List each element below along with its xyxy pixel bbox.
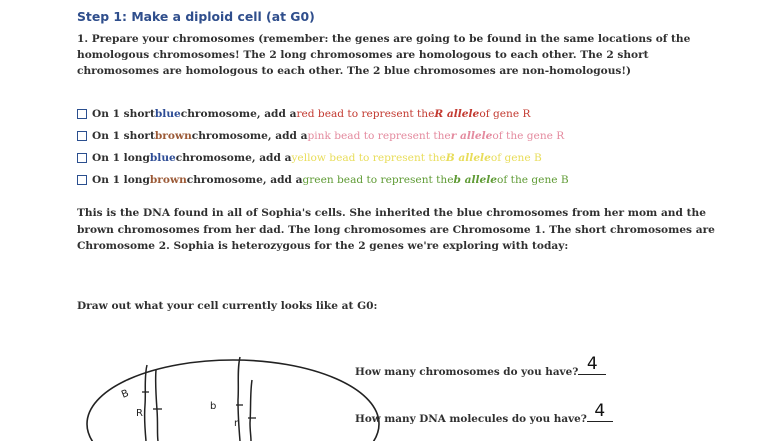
intro-instructions: 1. Prepare your chromosomes (remember: the genes are going to be found in the same locations of the homologous chromosomes! The 2 long chromosomes are homologous to each other. The 2 short chromosomes are homologous to each other. The 2 blue chromosomes are non-homologous!) <box>77 33 691 77</box>
checklist-middle: chromosome, add a <box>191 130 308 142</box>
chromosome-count-question <box>355 354 606 378</box>
question-label: How many chromosomes do you have? <box>355 366 579 378</box>
cell-drawing <box>80 322 380 441</box>
handwritten-b-label: b <box>210 401 217 412</box>
checklist-item[interactable] <box>77 125 717 147</box>
gene-name: of gene B <box>490 152 542 164</box>
checkbox-icon[interactable] <box>77 109 87 119</box>
short-chromosome-right <box>250 380 252 441</box>
allele-name: B allele <box>445 152 491 164</box>
bead-instruction: pink bead to represent the <box>307 130 451 142</box>
long-chromosome-left <box>145 365 147 441</box>
chromosome-count-answer-field[interactable] <box>578 354 606 375</box>
gene-name: of gene R <box>479 108 531 120</box>
checklist-middle: chromosome, add a <box>175 152 292 164</box>
question-label: How many DNA molecules do you have? <box>355 413 587 425</box>
chromosome-color-word: brown <box>154 130 192 142</box>
dna-description: This is the DNA found in all of Sophia's cells. She inherited the blue chromosomes from her mom and the brown chromosomes from her dad. The long chromosomes are Chromosome 1. The short chromosomes are Chromosome 2. Sophia is heterozygous for the 2 genes we're exploring with today: <box>77 207 715 252</box>
handwritten-r-label: r <box>234 418 239 429</box>
chromosome-color-word: blue <box>149 152 176 164</box>
checkbox-icon[interactable] <box>77 131 87 141</box>
checklist-item[interactable] <box>77 169 717 191</box>
allele-name: b allele <box>453 174 498 186</box>
checklist-prefix: On 1 short <box>92 130 155 142</box>
dna-molecule-count-question <box>355 401 613 425</box>
chromosome-count-answer: 4 <box>586 354 598 374</box>
long-chromosome-right <box>238 357 240 441</box>
bead-checklist <box>77 103 717 191</box>
chromosome-color-word: brown <box>149 174 187 186</box>
checkbox-icon[interactable] <box>77 175 87 185</box>
bead-instruction: yellow bead to represent the <box>291 152 446 164</box>
gene-name: of the gene B <box>497 174 569 186</box>
handwritten-R-label: R <box>136 408 143 419</box>
dna-molecule-answer: 4 <box>594 401 606 421</box>
allele-name: r allele <box>450 130 493 142</box>
checklist-middle: chromosome, add a <box>186 174 303 186</box>
allele-name: R allele <box>434 108 480 120</box>
short-chromosome-left <box>156 370 158 441</box>
chromosome-color-word: blue <box>154 108 181 120</box>
checklist-prefix: On 1 long <box>92 152 150 164</box>
gene-name: of the gene R <box>492 130 565 142</box>
draw-prompt: Draw out what your cell currently looks like at G0: <box>77 300 378 312</box>
handwritten-B-label: B <box>120 388 131 401</box>
checklist-item[interactable] <box>77 147 717 169</box>
checklist-prefix: On 1 short <box>92 108 155 120</box>
dna-molecule-answer-field[interactable] <box>587 401 613 422</box>
checklist-middle: chromosome, add a <box>180 108 297 120</box>
checklist-item[interactable] <box>77 103 717 125</box>
bead-instruction: green bead to represent the <box>302 174 454 186</box>
cell-outline <box>87 360 379 441</box>
checkbox-icon[interactable] <box>77 153 87 163</box>
step-title: Step 1: Make a diploid cell (at G0) <box>77 9 315 24</box>
bead-instruction: red bead to represent the <box>296 108 435 120</box>
checklist-prefix: On 1 long <box>92 174 150 186</box>
